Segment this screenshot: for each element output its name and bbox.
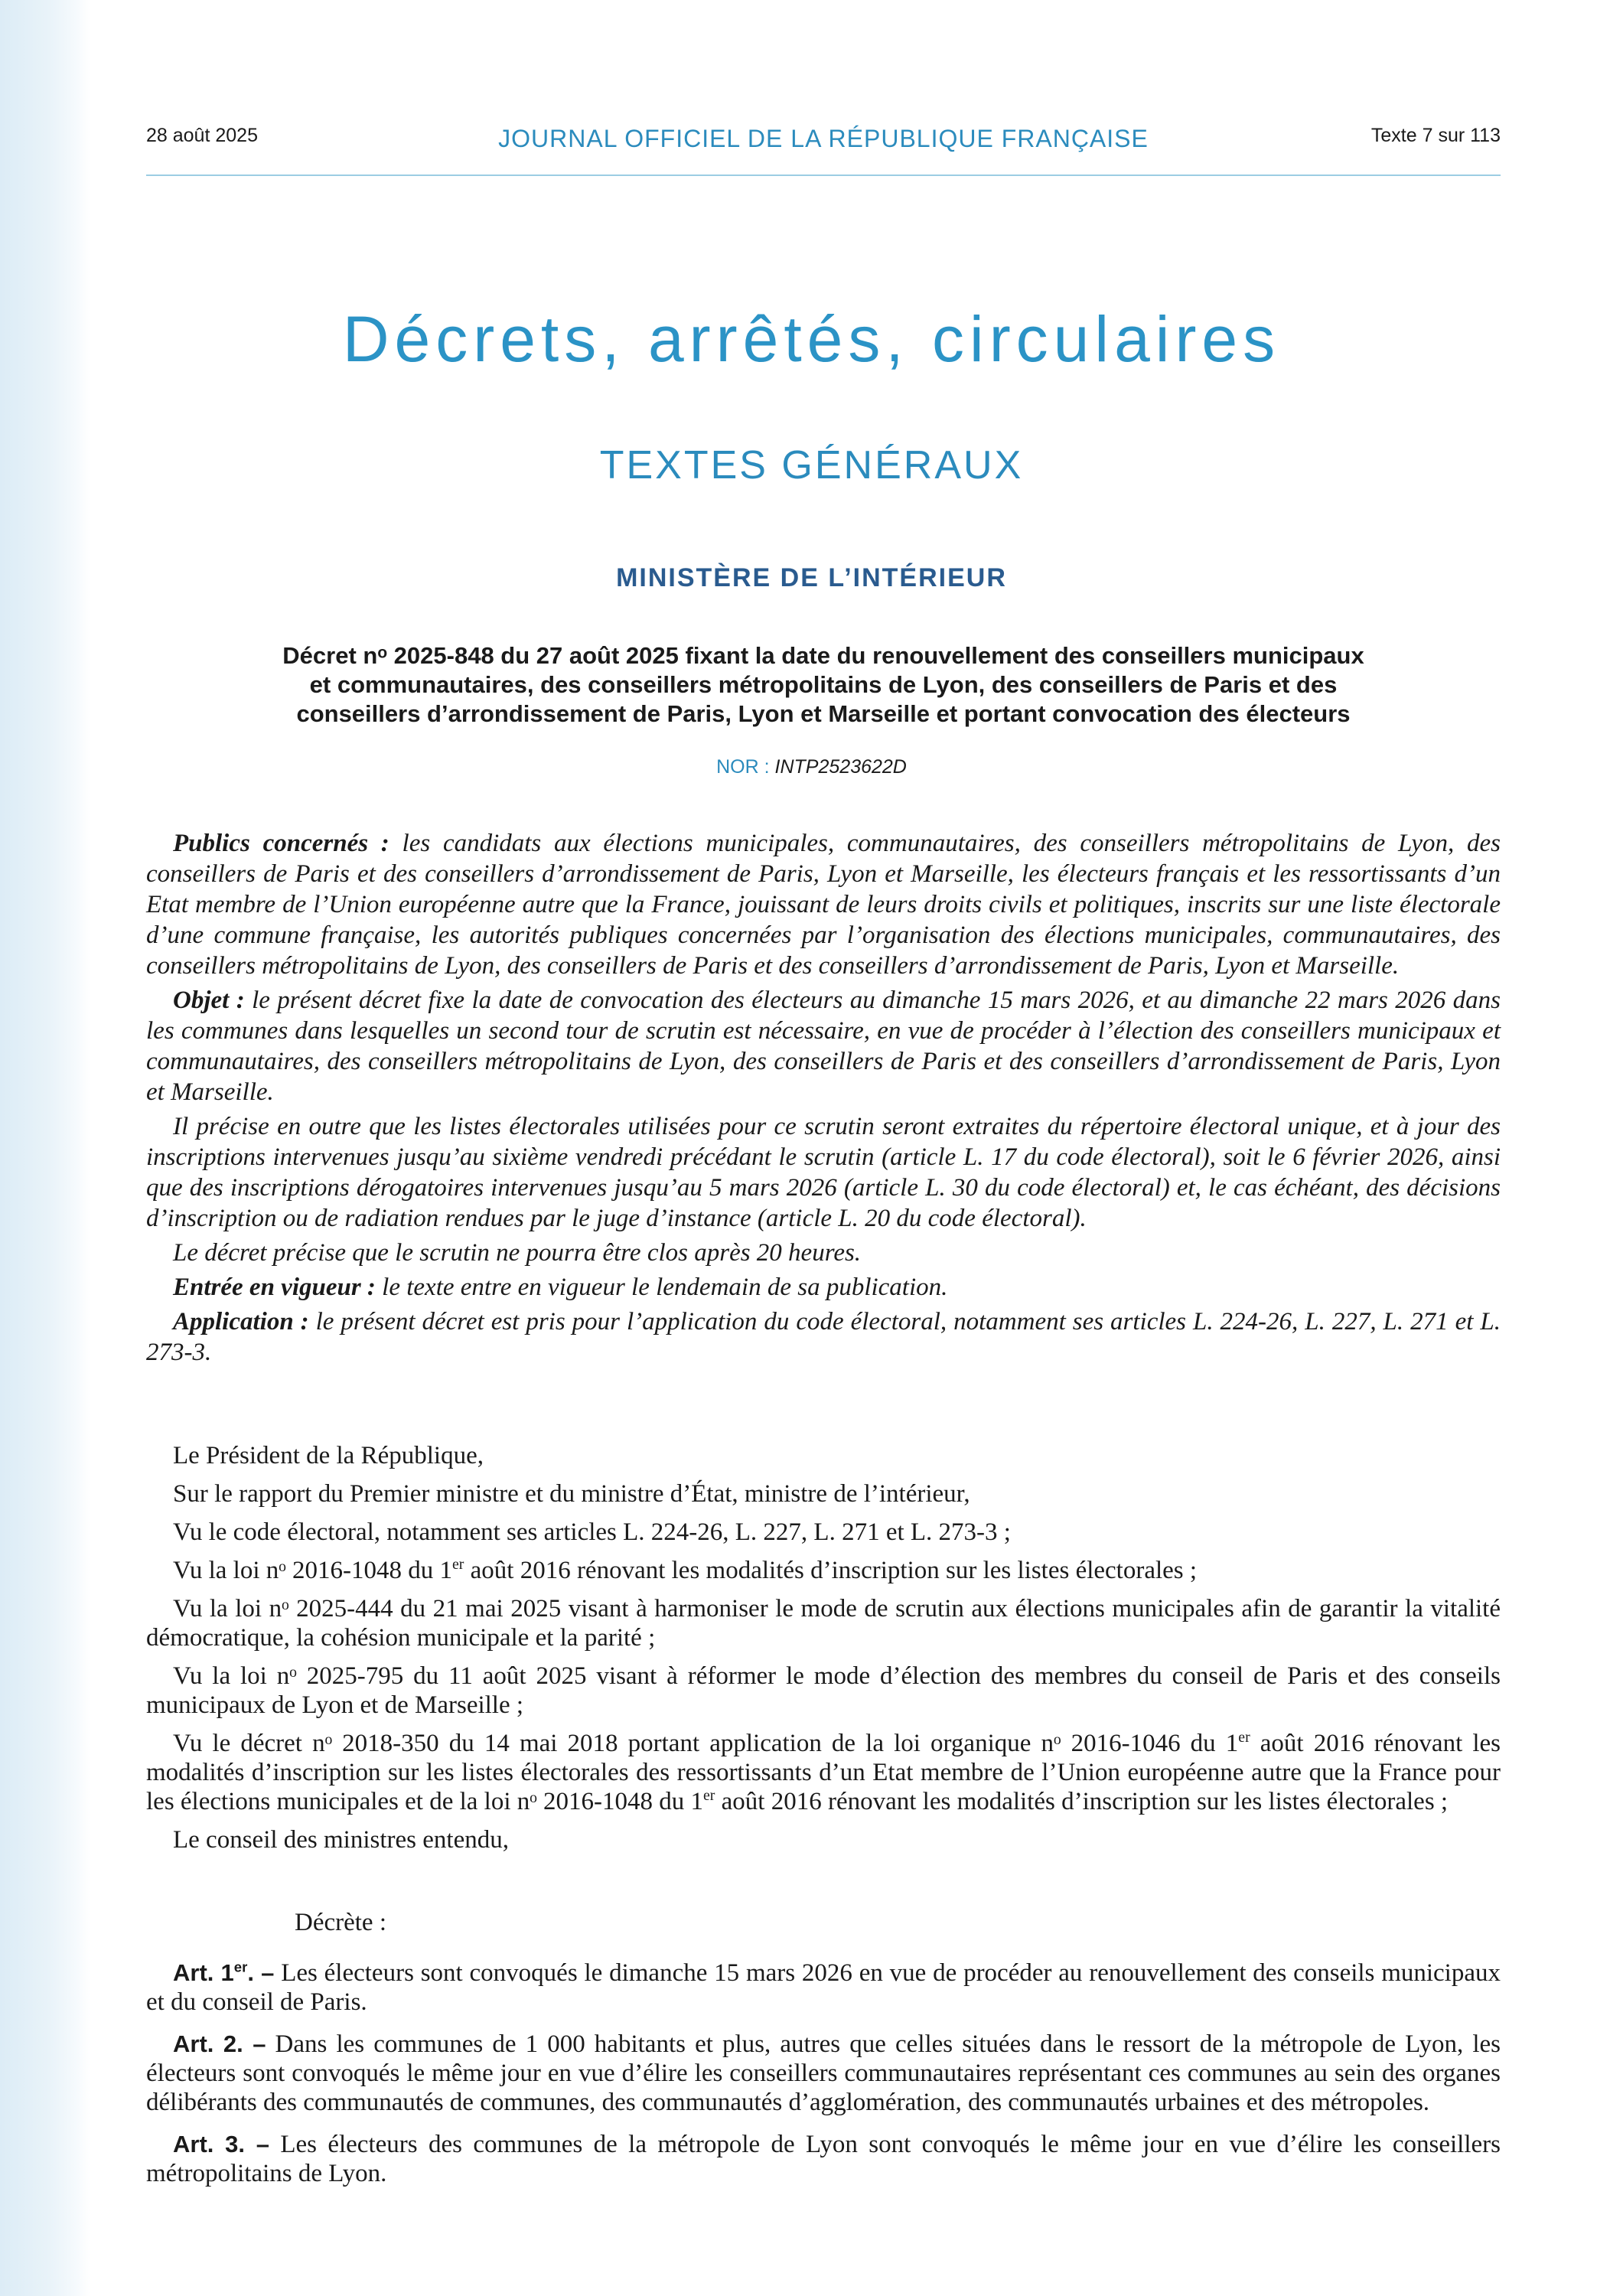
notice-entree (146, 1272, 1501, 1303)
text-number: Texte 7 sur 113 (1370, 125, 1501, 146)
journal-title: JOURNAL OFFICIEL DE LA RÉPUBLIQUE FRANÇAISE (498, 125, 1149, 152)
preamble-vu-decret (146, 1729, 1501, 1816)
notice-text: les candidats aux élections municipales, communautaires, des conseillers métropolitains de Lyon, des conseillers de Paris et des conseillers d’arrondissement de Paris, Lyon et Marseille, les électeurs français et les ressortissants d’un Etat membre de l’Union européenne autre que la France, jouissant de leurs droits civils et politiques, inscrits sur une liste électorale d’une commune française, les autorités publiques concernées par l’organisation des élections municipales, communautaires, des conseillers métropolitains de Lyon, des conseillers de Paris et des conseillers d’arrondissement de Paris, Lyon et Marseille. (146, 830, 1501, 980)
notice-label: Publics concernés : (173, 830, 389, 857)
decree-title-line: et communautaires, des conseillers métropolitains de Lyon, des conseillers de Paris et des (309, 671, 1338, 698)
notice-text: le texte entre en vigueur le lendemain de sa publication. (375, 1274, 948, 1301)
text-part: août 2016 rénovant les modalités d’inscription sur les listes électorales des ressortissants d’un Etat membre de l’Union européenne autre que la France pour les élections municipales et de la loi nᵒ 2016-1048 du 1 (146, 1730, 1501, 1815)
articles (146, 1958, 1501, 2201)
superscript: er (233, 1958, 248, 1975)
preamble-president: Le Président de la République, (173, 1442, 484, 1469)
article-label-end: . – (247, 1959, 275, 1986)
article-text: Les électeurs sont convoqués le dimanche 15 mars 2026 en vue de procéder au renouvellement des conseils municipaux et du conseil de Paris. (146, 1959, 1501, 2016)
notice-label: Objet : (173, 987, 245, 1014)
nor-label: NOR : (716, 756, 770, 778)
subsection-title: TEXTES GÉNÉRAUX (599, 443, 1024, 488)
nor-reference (0, 756, 1623, 778)
text-part: Vu la loi nᵒ 2016-1048 du 1 (173, 1557, 452, 1584)
article-3 (146, 2130, 1501, 2188)
decree-title-line: Décret nᵒ 2025-848 du 27 août 2025 fixant la date du renouvellement des conseillers municipaux (282, 642, 1364, 669)
ministry-name: MINISTÈRE DE L’INTÉRIEUR (616, 563, 1007, 592)
publication-date: 28 août 2025 (146, 125, 258, 146)
notice-precise: Il précise en outre que les listes électorales utilisées pour ce scrutin seront extraites du répertoire électoral unique, et à jour des inscriptions intervenues jusqu’au sixième vendredi précédant le scrutin (article L. 17 du code électoral), soit le 6 février 2026, ainsi que des inscriptions dérogatoires intervenues jusqu’au 5 mars 2026 (article L. 30 du code électoral) et, le cas échéant, des décisions d’inscription ou de radiation rendues par le juge d’instance (article L. 20 du code électoral). (146, 1113, 1501, 1232)
article-text: Dans les communes de 1 000 habitants et plus, autres que celles situées dans le ressort de la métropole de Lyon, les électeurs sont convoqués le même jour en vue d’élire les conseillers communautaires représentant ces communes au sein des organes délibérants des communautés de communes, des communautés d’agglomération, des communautés urbaines et des métropoles. (146, 2030, 1501, 2116)
explanatory-notice (146, 828, 1501, 1371)
article-text: Les électeurs des communes de la métropole de Lyon sont convoqués le même jour en vue d’élire les conseillers métropolitains de Lyon. (146, 2131, 1501, 2187)
decrete-heading: Décrète : (295, 1909, 386, 1936)
notice-text: le présent décret est pris pour l’application du code électoral, notamment ses articles L. 224-26, L. 227, L. 271 et L. 273-3. (146, 1308, 1501, 1366)
decree-title-line: conseillers d’arrondissement de Paris, Lyon et Marseille et portant convocation des électeurs (296, 700, 1351, 727)
preamble-vu-loi-444: Vu la loi nᵒ 2025-444 du 21 mai 2025 visant à harmoniser le mode de scrutin aux élections municipales afin de garantir la vitalité démocratique, la cohésion municipale et la parité ; (146, 1595, 1501, 1652)
section-title: Décrets, arrêtés, circulaires (342, 303, 1281, 375)
preamble-vu-loi-795: Vu la loi nᵒ 2025-795 du 11 août 2025 visant à réformer le mode d’élection des membres du conseil de Paris et des conseils municipaux de Lyon et de Marseille ; (146, 1662, 1501, 1719)
article-label: Art. 3. – (173, 2131, 269, 2157)
superscript: er (452, 1556, 464, 1573)
notice-application (146, 1306, 1501, 1368)
superscript: er (703, 1787, 715, 1804)
notice-objet (146, 985, 1501, 1107)
header-divider (146, 174, 1501, 176)
article-label-text: Art. 1 (173, 1959, 234, 1986)
text-part: août 2016 rénovant les modalités d’inscription sur les listes électorales ; (464, 1557, 1198, 1584)
notice-clos: Le décret précise que le scrutin ne pourra être clos après 20 heures. (173, 1239, 862, 1267)
page-header (146, 125, 1501, 155)
notice-publics (146, 828, 1501, 981)
preamble-vu-loi-2016 (146, 1556, 1501, 1585)
notice-label: Application : (173, 1308, 309, 1336)
preamble-vu-code: Vu le code électoral, notamment ses articles L. 224-26, L. 227, L. 271 et L. 273-3 ; (173, 1518, 1011, 1546)
text-part: Vu le décret nᵒ 2018-350 du 14 mai 2018 portant application de la loi organique nᵒ 2016-1046 du 1 (173, 1730, 1239, 1757)
preamble (146, 1441, 1501, 1864)
preamble-rapport: Sur le rapport du Premier ministre et du ministre d’État, ministre de l’intérieur, (173, 1480, 970, 1508)
notice-text: le présent décret fixe la date de convocation des électeurs au dimanche 15 mars 2026, et au dimanche 22 mars 2026 dans les communes dans lesquelles un second tour de scrutin est nécessaire, en vue de procéder à l’élection des conseillers municipaux et communautaires, des conseillers métropolitains de Lyon, des conseillers de Paris et des conseillers d’arrondissement de Paris, Lyon et Marseille. (146, 987, 1501, 1106)
article-label (173, 1959, 274, 1986)
nor-code: INTP2523622D (774, 756, 907, 778)
preamble-conseil: Le conseil des ministres entendu, (173, 1826, 509, 1854)
text-part: août 2016 rénovant les modalités d’inscription sur les listes électorales ; (715, 1788, 1449, 1815)
decree-title (146, 641, 1501, 729)
article-label: Art. 2. – (173, 2030, 266, 2057)
notice-label: Entrée en vigueur : (173, 1274, 376, 1301)
article-2 (146, 2030, 1501, 2117)
article-1 (146, 1958, 1501, 2017)
superscript: er (1238, 1729, 1250, 1746)
